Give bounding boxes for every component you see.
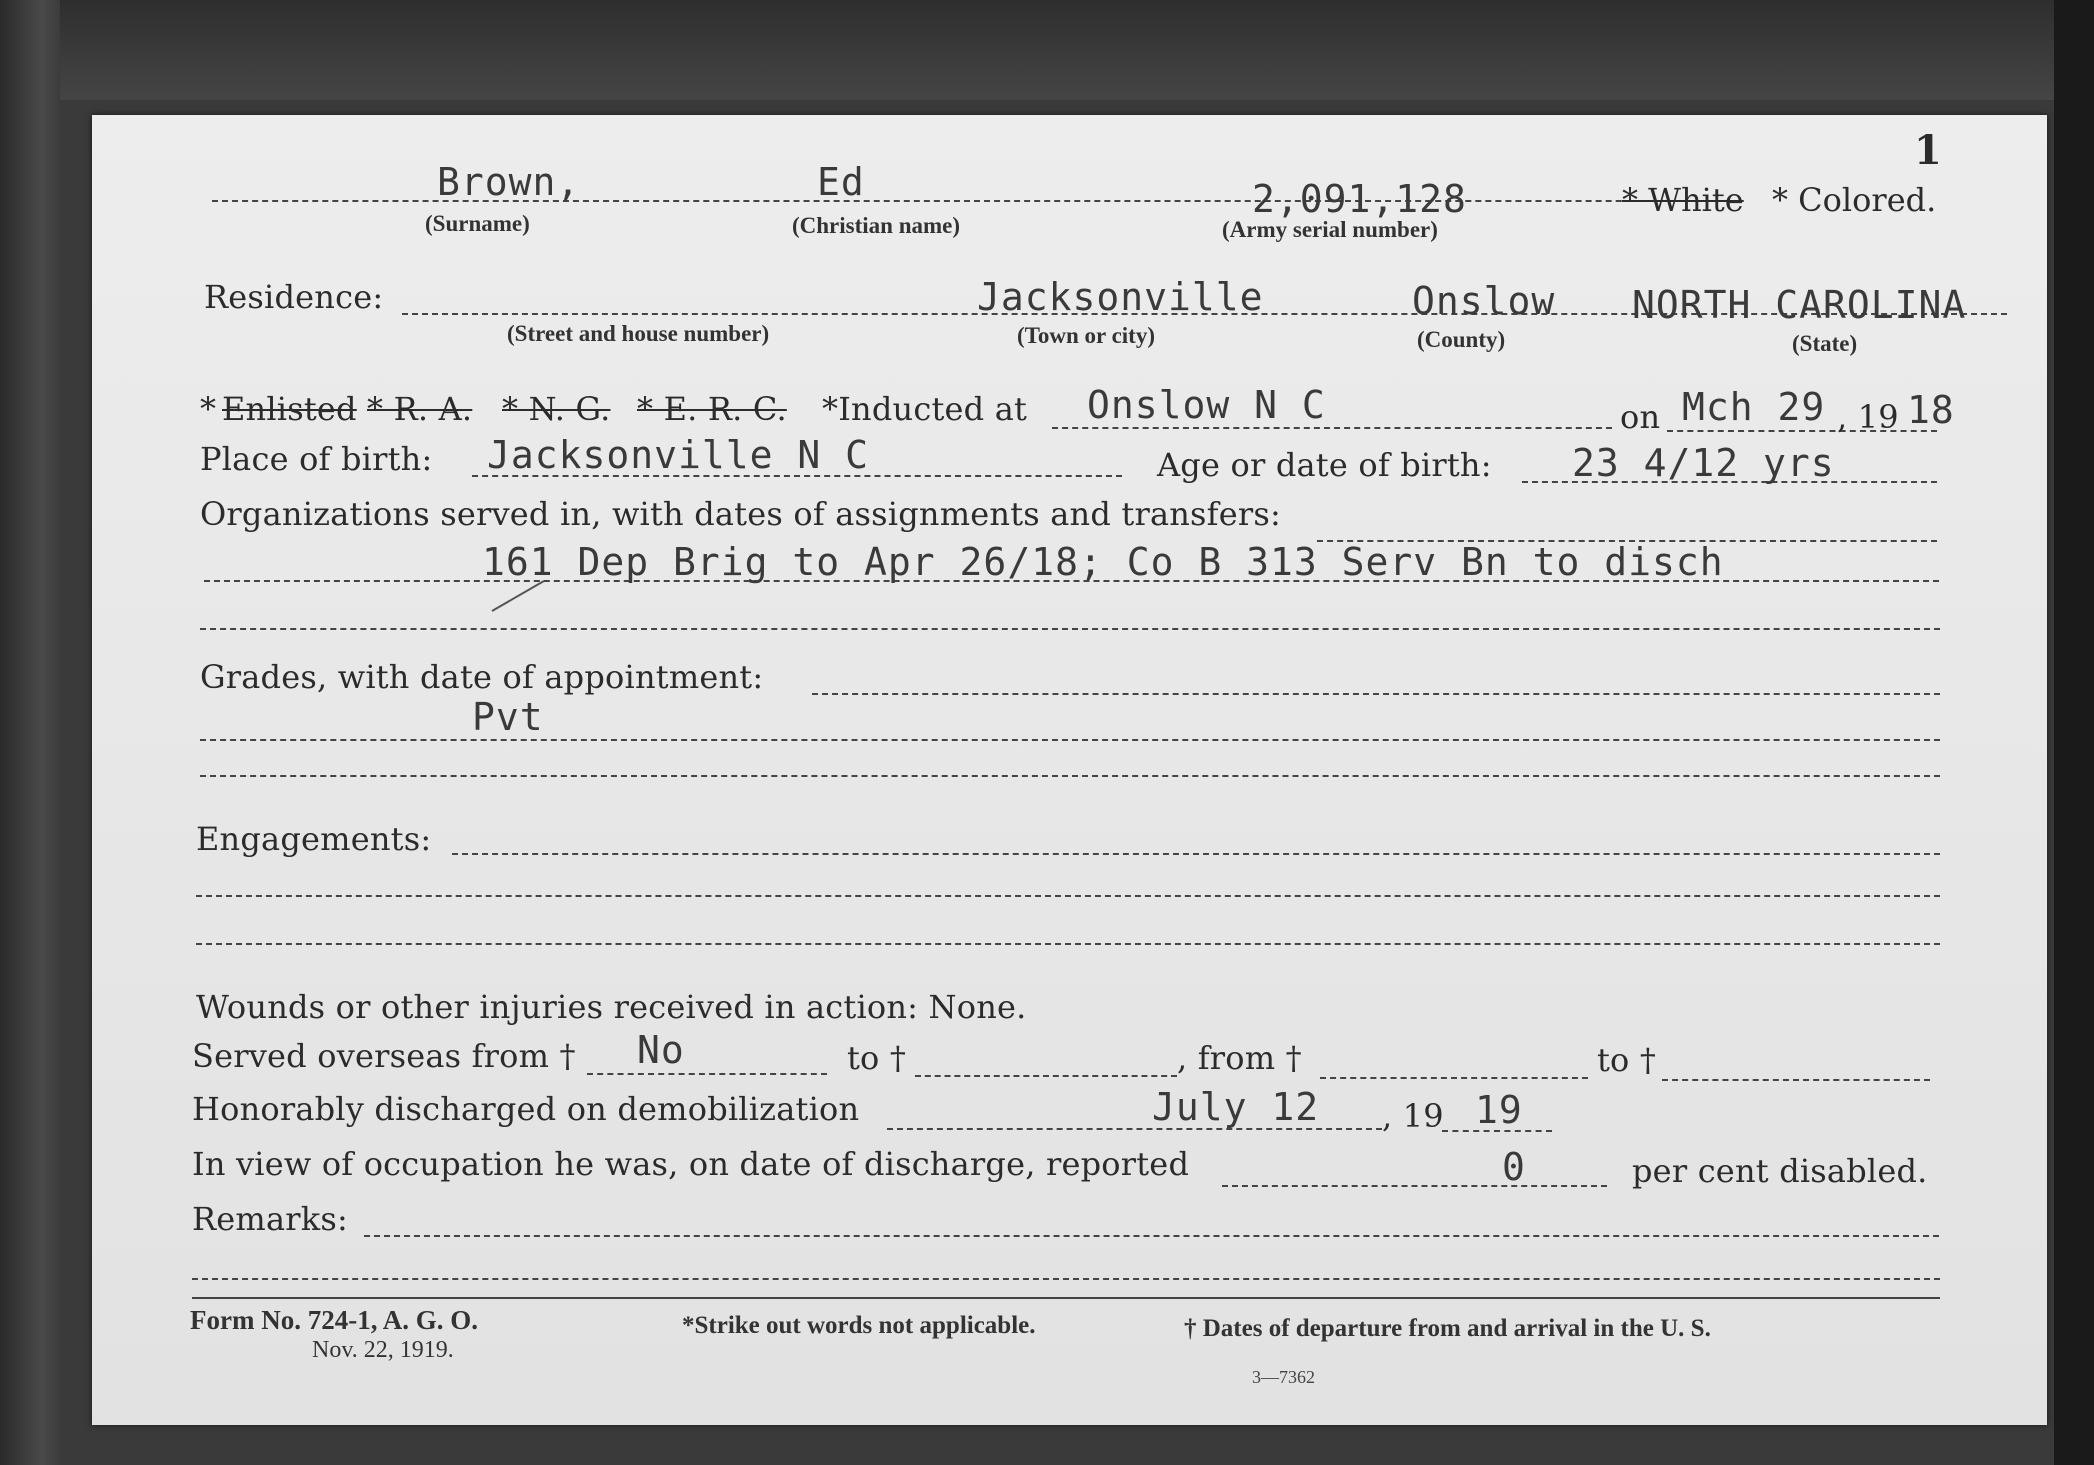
residence-label: Residence:: [204, 278, 384, 316]
engagements-line-3: [196, 943, 1940, 945]
grades-line-1: [812, 693, 1940, 695]
organizations-line-3: [200, 628, 1940, 630]
birth-label: Place of birth:: [200, 440, 433, 478]
town-caption: (Town or city): [1017, 323, 1155, 348]
disabled-suffix: per cent disabled.: [1632, 1152, 1928, 1190]
inducted-at-value: Onslow N C: [1087, 383, 1326, 427]
serial-caption: (Army serial number): [1222, 217, 1438, 242]
scan-background-top: [0, 0, 2094, 100]
surname-value: Brown,: [437, 160, 581, 204]
service-record-card: [92, 115, 2047, 1425]
remarks-line-1: [364, 1235, 1939, 1237]
grade-value: Pvt: [472, 695, 544, 739]
card-number: 1: [1914, 127, 1942, 174]
engagements-line-1: [452, 853, 1940, 855]
discharge-label: Honorably discharged on demobilization: [192, 1090, 860, 1128]
scan-background-left: [0, 0, 60, 1465]
street-caption: (Street and house number): [507, 321, 770, 346]
overseas-to-line: [915, 1075, 1177, 1077]
discharge-date-value: July 12: [1152, 1085, 1320, 1129]
age-value: 23 4/12 yrs: [1572, 441, 1835, 485]
pencil-mark: [492, 580, 545, 612]
on-label: on: [1620, 398, 1661, 436]
overseas-from2-line: [1320, 1077, 1588, 1079]
inducted-line: [1052, 427, 1612, 429]
christian-name-caption: (Christian name): [792, 213, 961, 238]
dates-note: † Dates of departure from and arrival in the U. S.: [1184, 1315, 1711, 1342]
county-caption: (County): [1417, 327, 1506, 352]
enlisted-star: *: [200, 390, 217, 428]
grades-line-3: [200, 775, 1940, 777]
engagements-line-2: [196, 895, 1940, 897]
birthplace-value: Jacksonville N C: [487, 433, 870, 477]
engagements-label: Engagements:: [196, 820, 432, 858]
grades-label: Grades, with date of appointment:: [200, 658, 764, 696]
scan-background-right: [2054, 0, 2094, 1465]
grades-line-2: [200, 739, 1940, 741]
wounds-label: Wounds or other injuries received in action: None.: [196, 988, 1027, 1026]
footer-rule: [192, 1297, 1940, 1299]
serial-number-value: 2,091,128: [1252, 177, 1467, 221]
overseas-to2-line: [1662, 1079, 1930, 1081]
town-value: Jacksonville: [977, 275, 1264, 319]
inducted-year-value: 18: [1907, 388, 1955, 432]
disabled-line: [1222, 1185, 1607, 1187]
remarks-line-2: [192, 1278, 1940, 1280]
overseas-from2-label: , from †: [1177, 1039, 1302, 1077]
overseas-from-line: [587, 1073, 827, 1075]
surname-caption: (Surname): [425, 211, 530, 236]
overseas-from-value: No: [637, 1028, 685, 1072]
ng-option: * N. G.: [502, 390, 611, 428]
overseas-label: Served overseas from †: [192, 1037, 576, 1075]
print-code: 3—7362: [1252, 1367, 1315, 1387]
erc-option: * E. R. C.: [637, 390, 787, 428]
occupation-label: In view of occupation he was, on date of discharge, reported: [192, 1145, 1190, 1183]
christian-name-value: Ed: [817, 160, 865, 204]
discharge-year-prefix: , 19: [1382, 1097, 1444, 1135]
disabled-value: 0: [1502, 1145, 1526, 1189]
state-value: NORTH CAROLINA: [1632, 283, 1967, 327]
form-number: Form No. 724-1, A. G. O.: [190, 1305, 478, 1335]
colored-option: * Colored.: [1772, 181, 1937, 219]
white-option: * White: [1622, 181, 1744, 219]
remarks-label: Remarks:: [192, 1200, 348, 1238]
form-date: Nov. 22, 1919.: [312, 1337, 454, 1363]
age-label: Age or date of birth:: [1157, 446, 1492, 484]
strike-note: *Strike out words not applicable.: [682, 1312, 1036, 1339]
county-value: Onslow: [1412, 279, 1556, 323]
inducted-date-value: Mch 29: [1682, 385, 1826, 429]
year-prefix: , 19: [1837, 398, 1899, 436]
discharge-year-value: 19: [1475, 1088, 1523, 1132]
organizations-label: Organizations served in, with dates of assignments and transfers:: [200, 495, 1281, 533]
overseas-to-label: to †: [847, 1039, 907, 1077]
organizations-value: 161 Dep Brig to Apr 26/18; Co B 313 Serv Bn to disch: [482, 540, 1724, 584]
ra-option: * R. A.: [367, 390, 473, 428]
overseas-to2-label: to †: [1597, 1041, 1657, 1079]
inducted-label: *Inducted at: [822, 390, 1028, 428]
enlisted-option: Enlisted: [222, 390, 357, 428]
state-caption: (State): [1792, 331, 1858, 356]
